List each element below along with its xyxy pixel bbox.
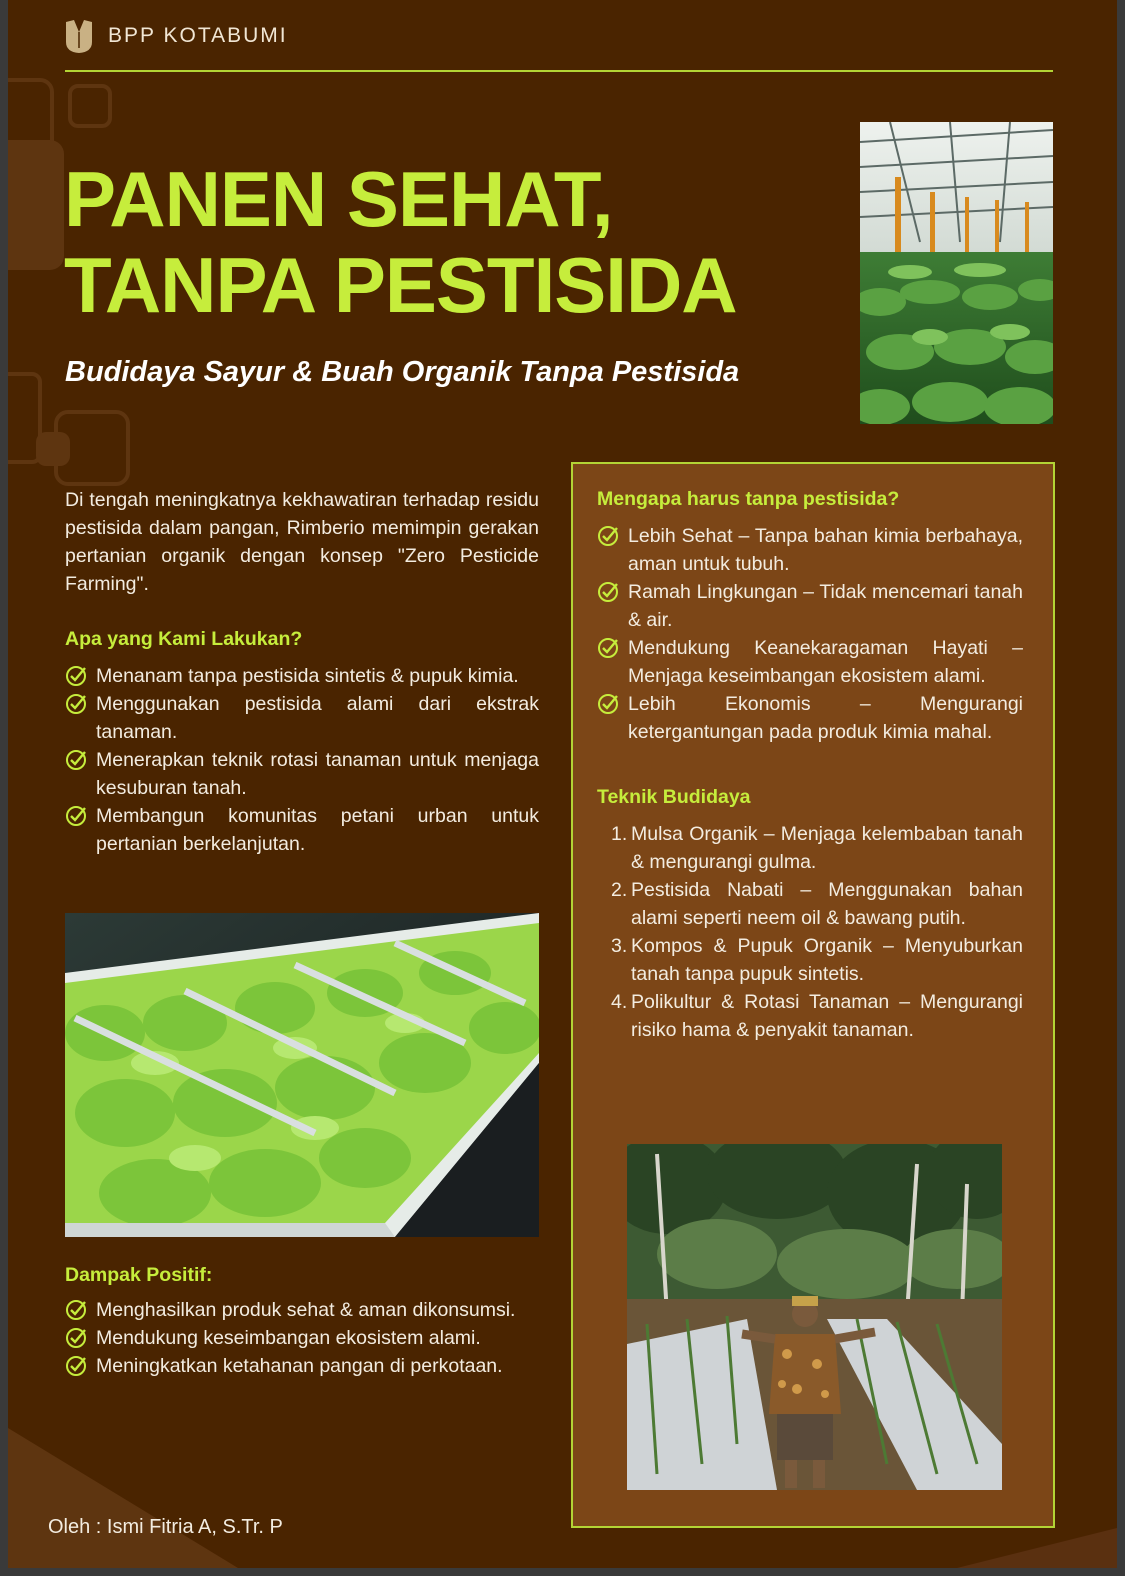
poster-page <box>8 0 1117 1568</box>
item-number: 4. <box>611 991 628 1013</box>
intro-paragraph: Di tengah meningkatnya kekhawatiran terhadap residu pestisida dalam pangan, Rimberio memimpin gerakan pertanian organik dengan konsep "Zero Pesticide Farming". <box>65 489 539 595</box>
list-item <box>65 1296 539 1324</box>
list-item-text: Menerapkan teknik rotasi tanaman untuk menjaga kesuburan tanah. <box>96 749 539 799</box>
list-item-text: Pestisida Nabati – Menggunakan bahan alami seperti neem oil & bawang putih. <box>631 879 1023 929</box>
check-circle-icon <box>597 693 619 715</box>
list-item <box>65 662 539 690</box>
list-item <box>65 746 539 802</box>
list-item <box>611 876 1023 932</box>
title-line-2: TANPA PESTISIDA <box>64 241 737 329</box>
list-item <box>597 522 1023 578</box>
item-number: 2. <box>611 879 628 901</box>
check-circle-icon <box>65 749 87 771</box>
list-item-text: Mulsa Organik – Menjaga kelembaban tanah & mengurangi gulma. <box>631 823 1023 873</box>
list-item-text: Lebih Sehat – Tanpa bahan kimia berbahaya, aman untuk tubuh. <box>628 525 1023 575</box>
decorative-square <box>68 84 112 128</box>
check-circle-icon <box>597 637 619 659</box>
list-item <box>597 634 1023 690</box>
list-item-text: Menggunakan pestisida alami dari ekstrak tanaman. <box>96 693 539 743</box>
hydroponic-lettuce-photo <box>65 913 539 1237</box>
list-item <box>611 820 1023 876</box>
item-number: 3. <box>611 935 628 957</box>
why-heading: Mengapa harus tanpa pestisida? <box>597 488 900 510</box>
check-circle-icon <box>65 665 87 687</box>
decorative-corner <box>8 1428 238 1568</box>
brand-name: BPP KOTABUMI <box>108 24 288 47</box>
info-box <box>571 462 1055 1528</box>
title-line-1: PANEN SEHAT, <box>64 155 613 243</box>
check-circle-icon <box>65 1299 87 1321</box>
list-item-text: Membangun komunitas petani urban untuk pertanian berkelanjutan. <box>96 805 539 855</box>
list-item-text: Mendukung Keanekaragaman Hayati – Menjaga keseimbangan ekosistem alami. <box>628 637 1023 687</box>
author-name: Ismi Fitria A, S.Tr. P <box>106 1516 283 1538</box>
list-item <box>611 988 1023 1044</box>
check-circle-icon <box>597 581 619 603</box>
list-item <box>65 802 539 858</box>
list-item-text: Meningkatkan ketahanan pangan di perkotaan. <box>96 1355 503 1377</box>
brand <box>64 18 288 54</box>
list-item <box>597 690 1023 746</box>
check-circle-icon <box>597 525 619 547</box>
list-item-text: Menanam tanpa pestisida sintetis & pupuk kimia. <box>96 665 519 687</box>
why-list <box>597 522 1023 746</box>
what-we-do-list <box>65 662 539 858</box>
list-item <box>65 1352 539 1380</box>
list-item-text: Mendukung keseimbangan ekosistem alami. <box>96 1327 481 1349</box>
check-circle-icon <box>65 805 87 827</box>
list-item <box>611 932 1023 988</box>
list-item-text: Kompos & Pupuk Organik – Menyuburkan tanah tanpa pupuk sintetis. <box>631 935 1023 985</box>
what-we-do-heading: Apa yang Kami Lakukan? <box>65 628 303 650</box>
list-item-text: Polikultur & Rotasi Tanaman – Mengurangi risiko hama & penyakit tanaman. <box>631 991 1023 1041</box>
list-item <box>597 578 1023 634</box>
page-title <box>64 156 737 328</box>
list-item <box>65 690 539 746</box>
list-item <box>65 1324 539 1352</box>
author-credit <box>48 1516 283 1539</box>
decorative-block <box>36 432 70 466</box>
leaf-logo-icon <box>64 18 94 54</box>
header-divider <box>65 70 1053 72</box>
author-label: Oleh : <box>48 1516 102 1538</box>
decorative-corner <box>957 1528 1117 1568</box>
techniques-heading: Teknik Budidaya <box>597 786 751 808</box>
check-circle-icon <box>65 1327 87 1349</box>
item-number: 1. <box>611 823 628 845</box>
list-item-text: Ramah Lingkungan – Tidak mencemari tanah & air. <box>628 581 1023 631</box>
impact-heading: Dampak Positif: <box>65 1264 213 1286</box>
list-item-text: Lebih Ekonomis – Mengurangi ketergantungan pada produk kimia mahal. <box>628 693 1023 743</box>
greenhouse-photo <box>860 122 1053 424</box>
impact-list <box>65 1296 539 1380</box>
techniques-list <box>611 820 1023 1044</box>
list-item-text: Menghasilkan produk sehat & aman dikonsumsi. <box>96 1299 516 1321</box>
check-circle-icon <box>65 693 87 715</box>
farmer-field-photo <box>627 1144 1002 1490</box>
check-circle-icon <box>65 1355 87 1377</box>
page-subtitle: Budidaya Sayur & Buah Organik Tanpa Pestisida <box>65 356 740 388</box>
decorative-block <box>8 140 64 270</box>
